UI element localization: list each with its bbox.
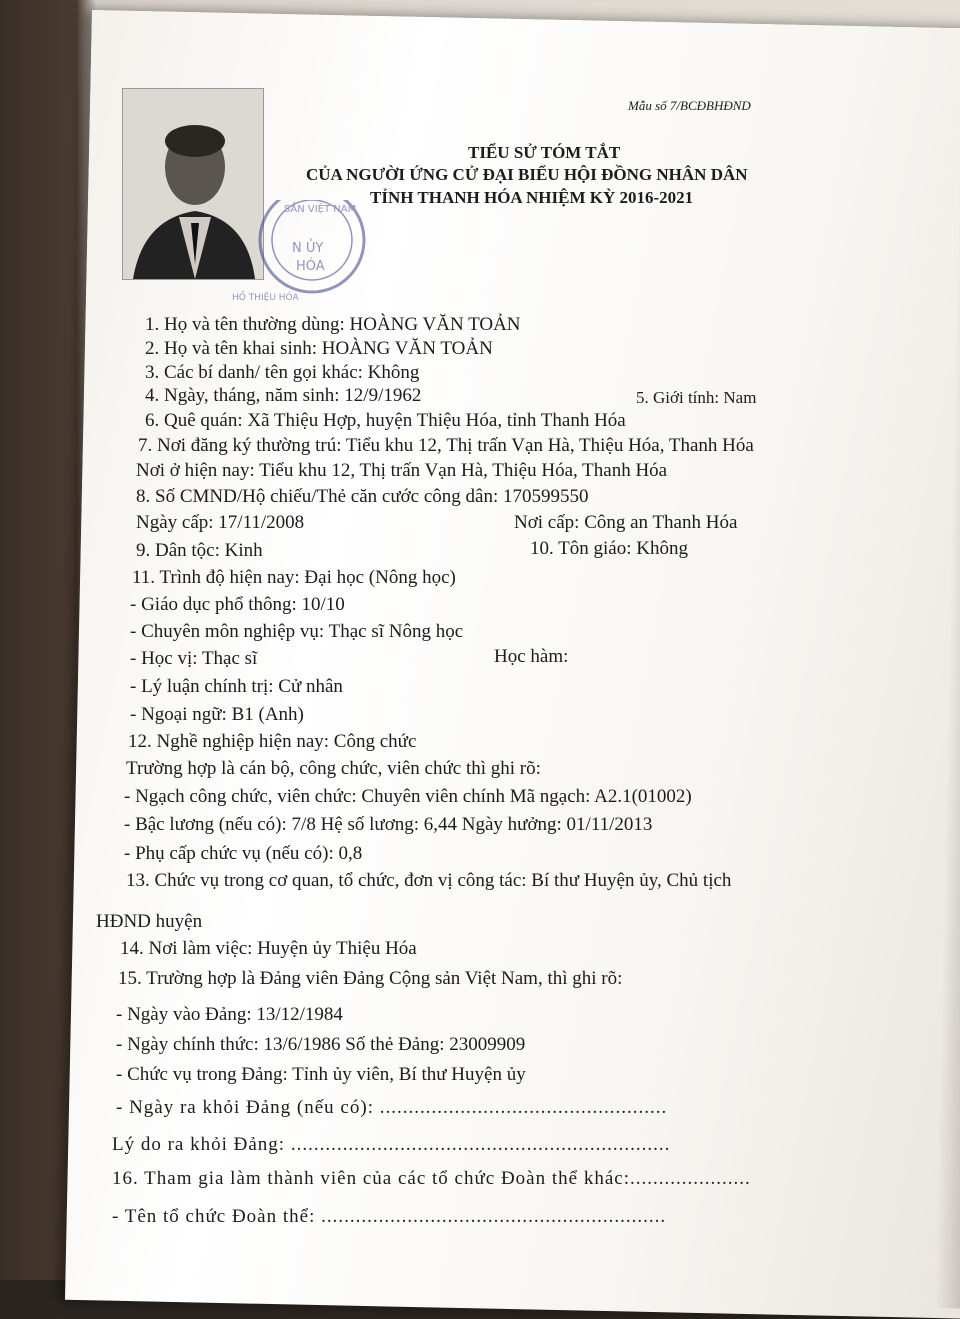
education-level: 11. Trình độ hiện nay: Đại học (Nông học) [132, 567, 456, 588]
title-line-1: TIỂU SỬ TÓM TẮT [468, 143, 621, 162]
birth-name: 2. Họ và tên khai sinh: HOÀNG VĂN TOẢN [145, 338, 493, 359]
party-join-date: - Ngày vào Đảng: 13/12/1984 [116, 1004, 343, 1025]
current-residence: Nơi ở hiện nay: Tiểu khu 12, Thị trấn Vạn Hà, Thiệu Hóa, Thanh Hóa [136, 460, 668, 481]
party-member-note: 15. Trường hợp là Đảng viên Đảng Cộng sản Việt Nam, thì ghi rõ: [118, 968, 623, 989]
general-education: - Giáo dục phổ thông: 10/10 [130, 594, 345, 615]
workplace: 14. Nơi làm việc: Huyện ủy Thiệu Hóa [120, 938, 417, 959]
specialization: - Chuyên môn nghiệp vụ: Thạc sĩ Nông học [130, 621, 464, 642]
svg-text:HỒ THIỆU HÓA: HỒ THIỆU HÓA [232, 293, 299, 303]
current-occupation: 12. Nghề nghiệp hiện nay: Công chức [128, 731, 417, 752]
party-leave-date: - Ngày ra khỏi Đảng (nếu có): .................................................. [116, 1097, 668, 1118]
svg-text:SẢN VIỆT NAM: SẢN VIỆT NAM [284, 204, 357, 215]
other-organizations: 16. Tham gia làm thành viên của các tổ chức Đoàn thể khác:..................... [112, 1168, 751, 1189]
id-issue-date: Ngày cấp: 17/11/2008 [136, 512, 305, 533]
gender: 5. Giới tính: Nam [636, 388, 757, 407]
title-line-2: CỦA NGƯỜI ỨNG CỬ ĐẠI BIỂU HỘI ĐỒNG NHÂN DÂN [306, 165, 748, 184]
job-position-cont: HĐND huyện [96, 911, 203, 932]
svg-text:N ỦY: N ỦY [292, 241, 324, 256]
party-leave-reason: Lý do ra khỏi Đảng: .................................................................. [112, 1134, 671, 1155]
job-position: 13. Chức vụ trong cơ quan, tổ chức, đơn vị công tác: Bí thư Huyện ủy, Chủ tịch [126, 870, 732, 891]
full-name: 1. Họ và tên thường dùng: HOÀNG VĂN TOẢN [145, 314, 521, 335]
political-theory: - Lý luận chính trị: Cử nhân [130, 676, 343, 697]
ethnicity: 9. Dân tộc: Kinh [136, 540, 263, 561]
form-number: Mẫu số 7/BCĐBHĐND [628, 98, 751, 113]
degree: - Học vị: Thạc sĩ [130, 648, 258, 669]
title-line-3: TỈNH THANH HÓA NHIỆM KỲ 2016-2021 [370, 188, 694, 207]
salary-grade: - Bậc lương (nếu có): 7/8 Hệ số lương: 6,44 Ngày hưởng: 01/11/2013 [124, 814, 653, 835]
date-of-birth: 4. Ngày, tháng, năm sinh: 12/9/1962 [145, 385, 422, 406]
academic-title: Học hàm: [494, 646, 569, 667]
party-official-date: - Ngày chính thức: 13/6/1986 Số thẻ Đảng: 23009909 [116, 1034, 526, 1055]
svg-text:HÓA: HÓA [296, 259, 325, 274]
civil-servant-note: Trường hợp là cán bộ, công chức, viên chức thì ghi rõ: [126, 758, 541, 779]
civil-service-rank: - Ngạch công chức, viên chức: Chuyên viên chính Mã ngạch: A2.1(01002) [124, 786, 692, 807]
aliases: 3. Các bí danh/ tên gọi khác: Không [145, 362, 420, 383]
hometown: 6. Quê quán: Xã Thiệu Hợp, huyện Thiệu Hóa, tỉnh Thanh Hóa [145, 410, 626, 431]
id-number: 8. Số CMND/Hộ chiếu/Thẻ căn cước công dân: 170599550 [136, 486, 589, 507]
organization-name: - Tên tổ chức Đoàn thể: ............................................................ [112, 1206, 667, 1227]
foreign-language: - Ngoại ngữ: B1 (Anh) [130, 704, 304, 725]
official-stamp-icon [222, 200, 372, 310]
religion: 10. Tôn giáo: Không [530, 538, 688, 559]
party-position: - Chức vụ trong Đảng: Tỉnh ủy viên, Bí thư Huyện ủy [116, 1064, 526, 1085]
id-issue-place: Nơi cấp: Công an Thanh Hóa [514, 512, 738, 533]
position-allowance: - Phụ cấp chức vụ (nếu có): 0,8 [124, 843, 363, 864]
permanent-residence: 7. Nơi đăng ký thường trú: Tiểu khu 12, Thị trấn Vạn Hà, Thiệu Hóa, Thanh Hóa [138, 435, 754, 456]
page-edge-shadow [935, 28, 960, 1308]
